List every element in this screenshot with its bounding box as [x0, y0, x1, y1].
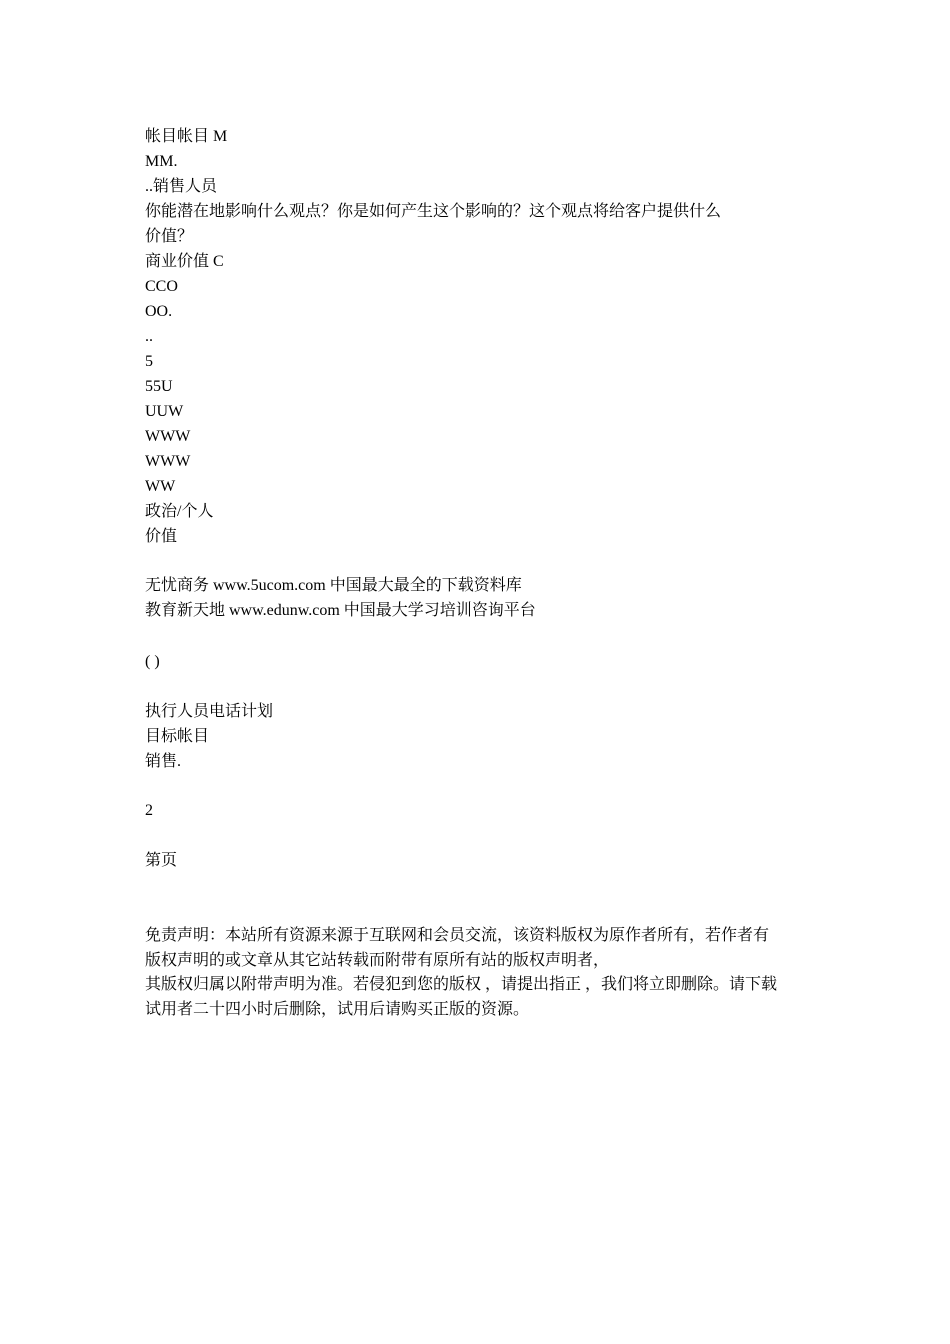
body-line-7: CCO: [145, 278, 178, 295]
disclaimer-line-4: 试用者二十四小时后删除，试用后请购买正版的资源。: [145, 1001, 530, 1018]
body-line-2: MM.: [145, 153, 178, 170]
body-line-6: 商业价值 C: [145, 253, 224, 270]
body-line-4: 你能潜在地影响什么观点？你是如何产生这个影响的？这个观点将给客户提供什么: [145, 203, 722, 220]
body-line-12: UUW: [145, 403, 184, 420]
body-line-15: WW: [145, 478, 176, 495]
body-line-13: WWW: [145, 428, 191, 445]
disclaimer-line-3: 其版权归属以附带声明为准。若侵犯到您的版权 ，请提出指正 ，我们将立即删除。请下载: [145, 976, 778, 993]
body-line-9: ..: [145, 328, 153, 345]
body-line-16: 政治/个人: [145, 503, 214, 520]
body-line-10: 5: [145, 353, 153, 370]
body-line-3: ..销售人员: [145, 178, 218, 195]
body-line-11: 55U: [145, 378, 173, 395]
site-line-1: 无忧商务 www.5ucom.com 中国最大最全的下载资料库: [145, 577, 522, 594]
parens-text: ( ): [145, 653, 160, 670]
body-line-14: WWW: [145, 453, 191, 470]
sales-text: 销售.: [145, 753, 182, 770]
body-line-8: OO.: [145, 303, 173, 320]
plan-title: 执行人员电话计划: [145, 703, 274, 720]
disclaimer-line-1: 免责声明：本站所有资源来源于互联网和会员交流，该资料版权为原作者所有，若作者有: [145, 927, 770, 944]
page-label: 第页: [145, 852, 178, 869]
disclaimer-line-2: 版权声明的或文章从其它站转载而附带有原所有站的版权声明者，: [145, 952, 610, 969]
body-line-17: 价值: [145, 528, 178, 545]
body-line-5: 价值？: [145, 228, 194, 245]
target-account: 目标帐目: [145, 728, 210, 745]
page-number: 2: [145, 802, 153, 819]
body-line-1: 帐目帐目 M: [145, 128, 228, 145]
site-line-2: 教育新天地 www.edunw.com 中国最大学习培训咨询平台: [145, 602, 536, 619]
